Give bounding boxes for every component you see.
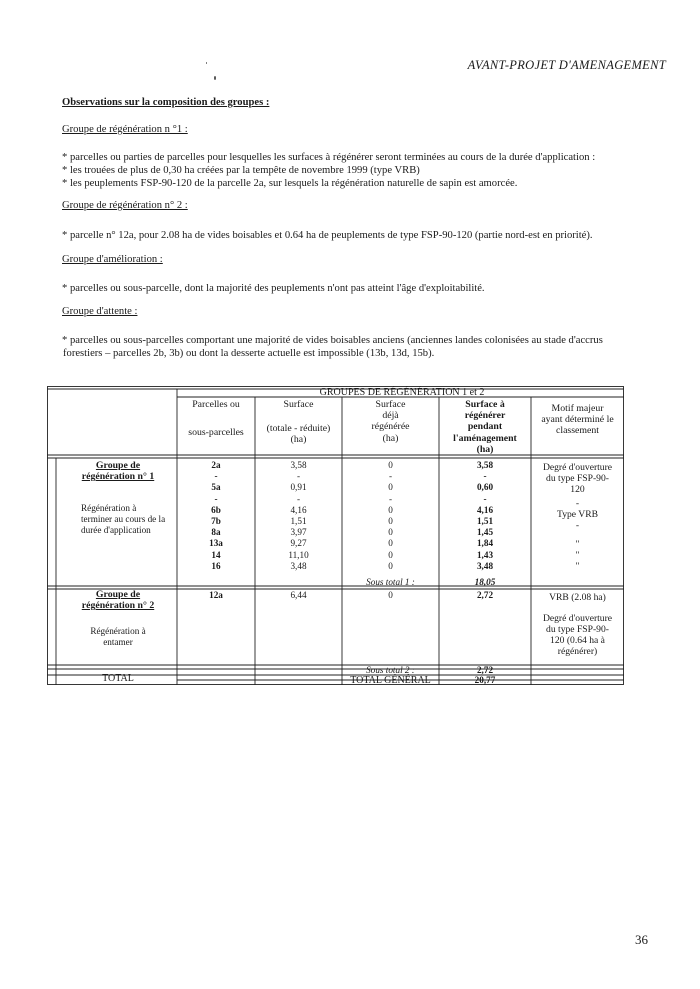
group1-bullet: * les peuplements FSP-90-120 de la parcelle 2a, sur lesquels la régénération naturelle de sapin est amorcée. xyxy=(62,178,518,189)
amelioration-title: Groupe d'amélioration : xyxy=(62,254,163,265)
subtotal1-value: 18,05 xyxy=(474,577,496,587)
a-regenerer-cell: 0,60 xyxy=(476,482,494,493)
a-regenerer-cell: 3,48 xyxy=(476,560,494,571)
parcelle-cell: 7b xyxy=(211,516,221,526)
group2-parcelle: 12a xyxy=(209,590,223,600)
deja-regeneree-cell: 0 xyxy=(388,549,393,560)
subtotal1-label: Sous total 1 : xyxy=(366,577,415,587)
surface-cell: 4,16 xyxy=(290,504,307,515)
parcelle-cell: 8a xyxy=(211,527,221,538)
total-label: TOTAL xyxy=(102,673,134,684)
group2-label: Groupe de régénération n° 2 xyxy=(81,589,155,612)
deja-regeneree-cell: 0 xyxy=(388,504,393,515)
deja-regeneree-cell: - xyxy=(388,471,393,482)
attente-bullet: forestiers – parcelles 2b, 3b) ou dont la desserte actuelle est impossible (13b, 13d, 15b). xyxy=(63,348,435,359)
a-regenerer-cell: 1,51 xyxy=(476,516,494,526)
subtotal2-label: Sous total 2 : xyxy=(366,665,415,675)
group1-bullet: * les trouées de plus de 0,30 ha créées par la tempête de novembre 1999 (type VRB) xyxy=(62,165,420,176)
a-regenerer-cell: 1,45 xyxy=(476,527,494,538)
group2-desc: Régénération à entamer xyxy=(90,626,146,647)
amelioration-bullet: * parcelles ou sous-parcelle, dont la majorité des peuplements n'ont pas atteint l'âge d'exploitabilité. xyxy=(62,283,485,294)
a-regenerer-cell: 1,84 xyxy=(476,538,494,549)
deja-regeneree-cell: 0 xyxy=(388,538,393,549)
group1-desc: Régénération à terminer au cours de la durée d'application xyxy=(81,503,166,535)
deja-regeneree-cell: 0 xyxy=(388,527,393,538)
surface-cell: 3,48 xyxy=(290,560,307,571)
page-header: AVANT-PROJET D'AMENAGEMENT xyxy=(467,58,666,72)
group1-title: Groupe de régénération n °1 : xyxy=(62,124,188,135)
a-regenerer-cell: 4,16 xyxy=(476,504,494,515)
span-header: GROUPES DE RÉGÉNÉRATION 1 et 2 xyxy=(319,387,485,398)
group2-bullet: * parcelle n° 12a, pour 2.08 ha de vides boisables et 0.64 ha de peuplements de type FSP-90-120 (partie nord-est en priorité). xyxy=(62,230,593,241)
attente-bullet: * parcelles ou sous-parcelles comportant une majorité de vides boisables anciens (anciennes landes colonisées au stade d'accrus xyxy=(62,335,603,346)
parcelle-cell: 2a xyxy=(211,460,221,470)
deja-regeneree-cell: 0 xyxy=(388,560,393,571)
header-parcelles: Parcelles ou sous-parcelles xyxy=(188,399,244,439)
deja-regeneree-cell: 0 xyxy=(388,482,393,493)
group1-bullets xyxy=(62,151,672,190)
deja-regeneree-cell: 0 xyxy=(388,460,393,470)
header-surface: Surface (totale - réduite) (ha) xyxy=(266,399,331,446)
scan-speck xyxy=(206,62,207,64)
a-regenerer-cell: - xyxy=(483,471,487,482)
group1-motif: Degré d'ouverture du type FSP-90- 120 - Type VRB - " " " xyxy=(542,462,613,572)
parcelle-cell: 14 xyxy=(211,549,221,560)
surface-cell: - xyxy=(296,471,301,482)
surface-cell: 3,97 xyxy=(290,527,307,538)
attente-bullets xyxy=(62,334,672,360)
surface-cell: 1,51 xyxy=(290,516,307,526)
grand-total-value: 20,77 xyxy=(474,675,496,685)
parcelle-cell: - xyxy=(214,493,218,504)
a-regenerer-cell: - xyxy=(483,493,487,504)
header-motif: Motif majeur ayant déterminé le classement xyxy=(541,403,614,437)
parcelle-cell: 16 xyxy=(211,560,221,571)
parcelle-cell: 5a xyxy=(211,482,221,493)
attente-title: Groupe d'attente : xyxy=(62,306,138,317)
group2-title: Groupe de régénération n° 2 : xyxy=(62,200,188,211)
surface-cell: 9,27 xyxy=(290,538,307,549)
surface-cell: 0,91 xyxy=(290,482,307,493)
group2-deja: 0 xyxy=(388,590,393,600)
group2-surface: 6,44 xyxy=(290,590,307,600)
parcelle-cell: 13a xyxy=(209,538,223,549)
surface-cell: 3,58 xyxy=(290,460,307,470)
group2-motif: VRB (2.08 ha) Degré d'ouverture du type FSP-90- 120 (0.64 ha à régénérer) xyxy=(542,592,613,657)
group2-aregen: 2,72 xyxy=(476,590,494,600)
a-regenerer-cell: 1,43 xyxy=(476,549,494,560)
regeneration-table xyxy=(47,386,624,686)
grand-total-label: TOTAL GÉNÉRAL xyxy=(350,675,431,686)
deja-regeneree-cell: - xyxy=(388,493,393,504)
surface-cell: 11,10 xyxy=(288,549,309,560)
a-regenerer-cell: 3,58 xyxy=(476,460,494,470)
header-surface-a-regenerer: Surface à régénérer pendant l'aménagement (ha) xyxy=(453,399,517,455)
subtotal2-value: 2,72 xyxy=(476,665,494,675)
deja-regeneree-cell: 0 xyxy=(388,516,393,526)
parcelle-cell: 6b xyxy=(211,504,221,515)
surface-cell: - xyxy=(296,493,301,504)
group1-label: Groupe de régénération n° 1 xyxy=(81,460,155,483)
group1-bullet: * parcelles ou parties de parcelles pour lesquelles les surfaces à régénérer seront terminées au cours de la durée d'application : xyxy=(62,152,596,163)
parcelle-cell: - xyxy=(214,471,218,482)
section-title: Observations sur la composition des groupes : xyxy=(62,97,270,108)
page-number: 36 xyxy=(635,932,648,947)
header-surface-deja-regeneree: Surface déjà régénérée (ha) xyxy=(371,399,410,444)
scan-speck xyxy=(214,76,216,80)
